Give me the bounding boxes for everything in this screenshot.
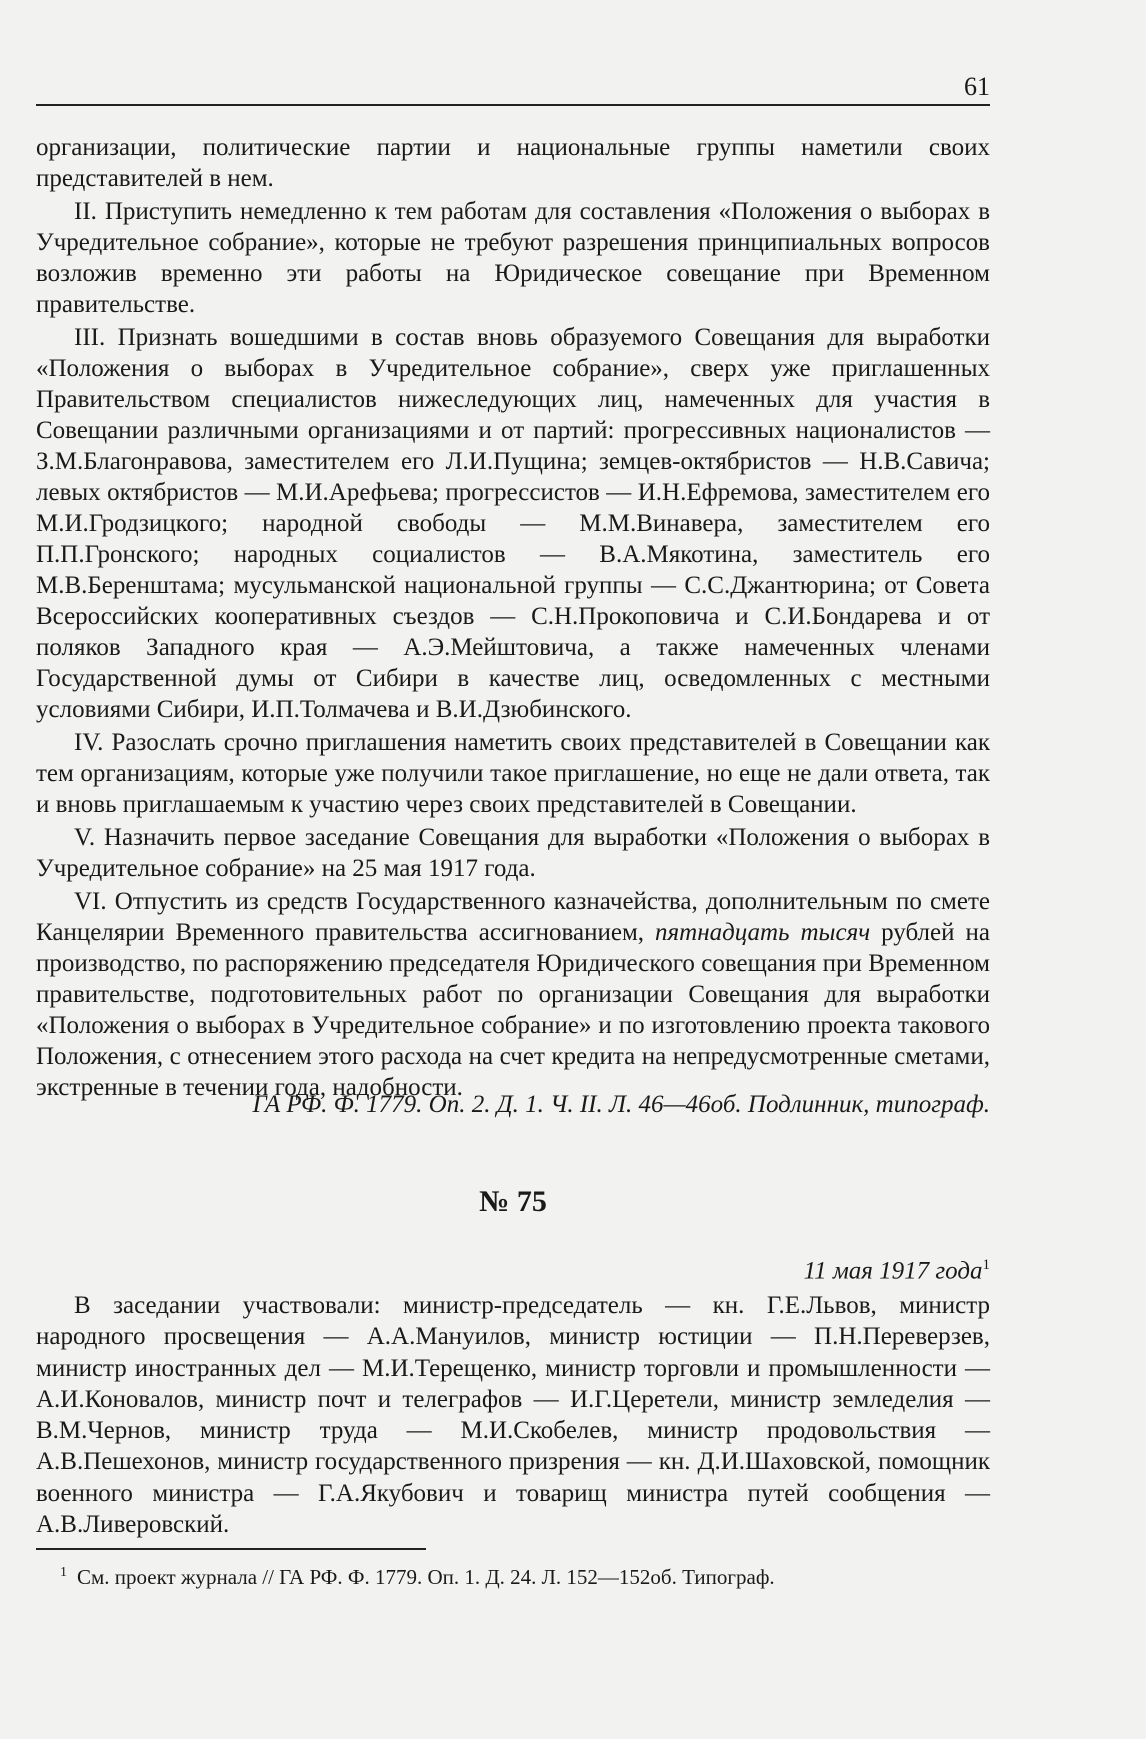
participants-paragraph: В заседании участвовали: министр-председатель — кн. Г.Е.Львов, министр народного просвещения — А.А.Мануилов, министр юстиции — П.Н.Переверзев, министр иностранных дел — М.И.Терещенко, министр торговли и промышленности — А.И.Коновалов, министр почт и телеграфов — И.Г.Церетели, министр земледелия — В.М.Чернов, министр труда — М.И.Скобелев, министр продовольствия — А.В.Пешехонов, министр государственного призрения — кн. Д.И.Шаховской, помощник военного министра — Г.А.Якубович и товарищ министра путей сообщения — А.В.Ливеровский. <box>36 1292 990 1539</box>
paragraph-v: V. Назначить первое заседание Совещания для выработки «Положения о выборах в Учредительное собрание» на 25 мая 1917 года. <box>36 824 990 882</box>
paragraph-iii: III. Признать вошедшими в состав вновь образуемого Совещания для выработки «Положения о выборах в Учредительное собрание», сверх уже приглашенных Правительством специалистов нижеследующих лиц, намеченных для участия в Совещании различными организациями и от партий: прогрессивных националистов — З.М.Благонравова, заместителем его Л.И.Пущина; земцев-октябристов — Н.В.Савича; левых октябристов — М.И.Арефьева; прогрессистов — И.Н.Ефремова, заместителем его М.И.Гродзицкого; народной свободы — М.М.Винавера, заместителем его П.П.Гронского; народных социалистов — В.А.Мякотина, заместитель его М.В.Беренштама; мусульманской национальной группы — С.С.Джантюрина; от Совета Всероссийских кооперативных съездов — С.Н.Прокоповича и С.И.Бондарева и от поляков Западного края — А.Э.Мейштовича, а также намеченных членами Государственной думы от Сибири в качестве лиц, осведомленных с местными условиями Сибири, И.П.Толмачева и В.И.Дзюбинского. <box>36 324 990 723</box>
document-number: № 75 <box>479 1185 547 1218</box>
document-date <box>36 1257 990 1285</box>
footnote-text: См. проект журнала // ГА РФ. Ф. 1779. Оп. 1. Д. 24. Л. 152—152об. Типограф. <box>77 1565 775 1589</box>
header-rule <box>36 104 990 106</box>
footnote-rule <box>36 1548 426 1550</box>
paragraph-vi-end: рублей на производство, по распоряжению председателя Юридического совещания при Временном правительстве, подготовительных работ по организации Совещания для выработки «Положения о выборах в Учредительное собрание» и по изготовлению проекта такового Положения, с отнесением этого расхода на счет кредита на непредусмотренные сметами, экстренные в течении года, надобности. <box>36 919 990 1101</box>
amount-italic: пятнадцать тысяч <box>655 919 871 946</box>
date-text: 11 мая 1917 года <box>803 1257 983 1285</box>
paragraph-vi <box>36 886 990 1103</box>
meeting-participants <box>36 1290 990 1540</box>
footnote-mark: 1 <box>60 1565 67 1580</box>
paragraph-ii: II. Приступить немедленно к тем работам для составления «Положения о выборах в Учредительное собрание», которые не требуют разрешения принципиальных вопросов возложив временно эти работы на Юридическое совещание при Временном правительстве. <box>36 198 990 318</box>
document-body <box>36 132 990 1105</box>
paragraph-continuation: организации, политические партии и национальные группы наметили своих представителей в нем. <box>36 134 990 192</box>
archive-source: ГА РФ. Ф. 1779. Оп. 2. Д. 1. Ч. II. Л. 46—46об. Подлинник, типограф. <box>252 1091 990 1118</box>
footnote-ref: 1 <box>982 1257 990 1273</box>
paragraph-iv: IV. Разослать срочно приглашения наметить своих представителей в Совещании как тем организациям, которые уже получили такое приглашение, но еще не дали ответа, так и вновь приглашаемым к участию через своих представителей в Совещании. <box>36 729 990 818</box>
footnote <box>60 1565 990 1590</box>
paragraph-vi-start: VI. Отпустить из средств Государственного казначейства, дополнительным по смете Канцелярии Временного правительства ассигнованием, <box>36 888 990 946</box>
page-number: 61 <box>964 72 990 101</box>
